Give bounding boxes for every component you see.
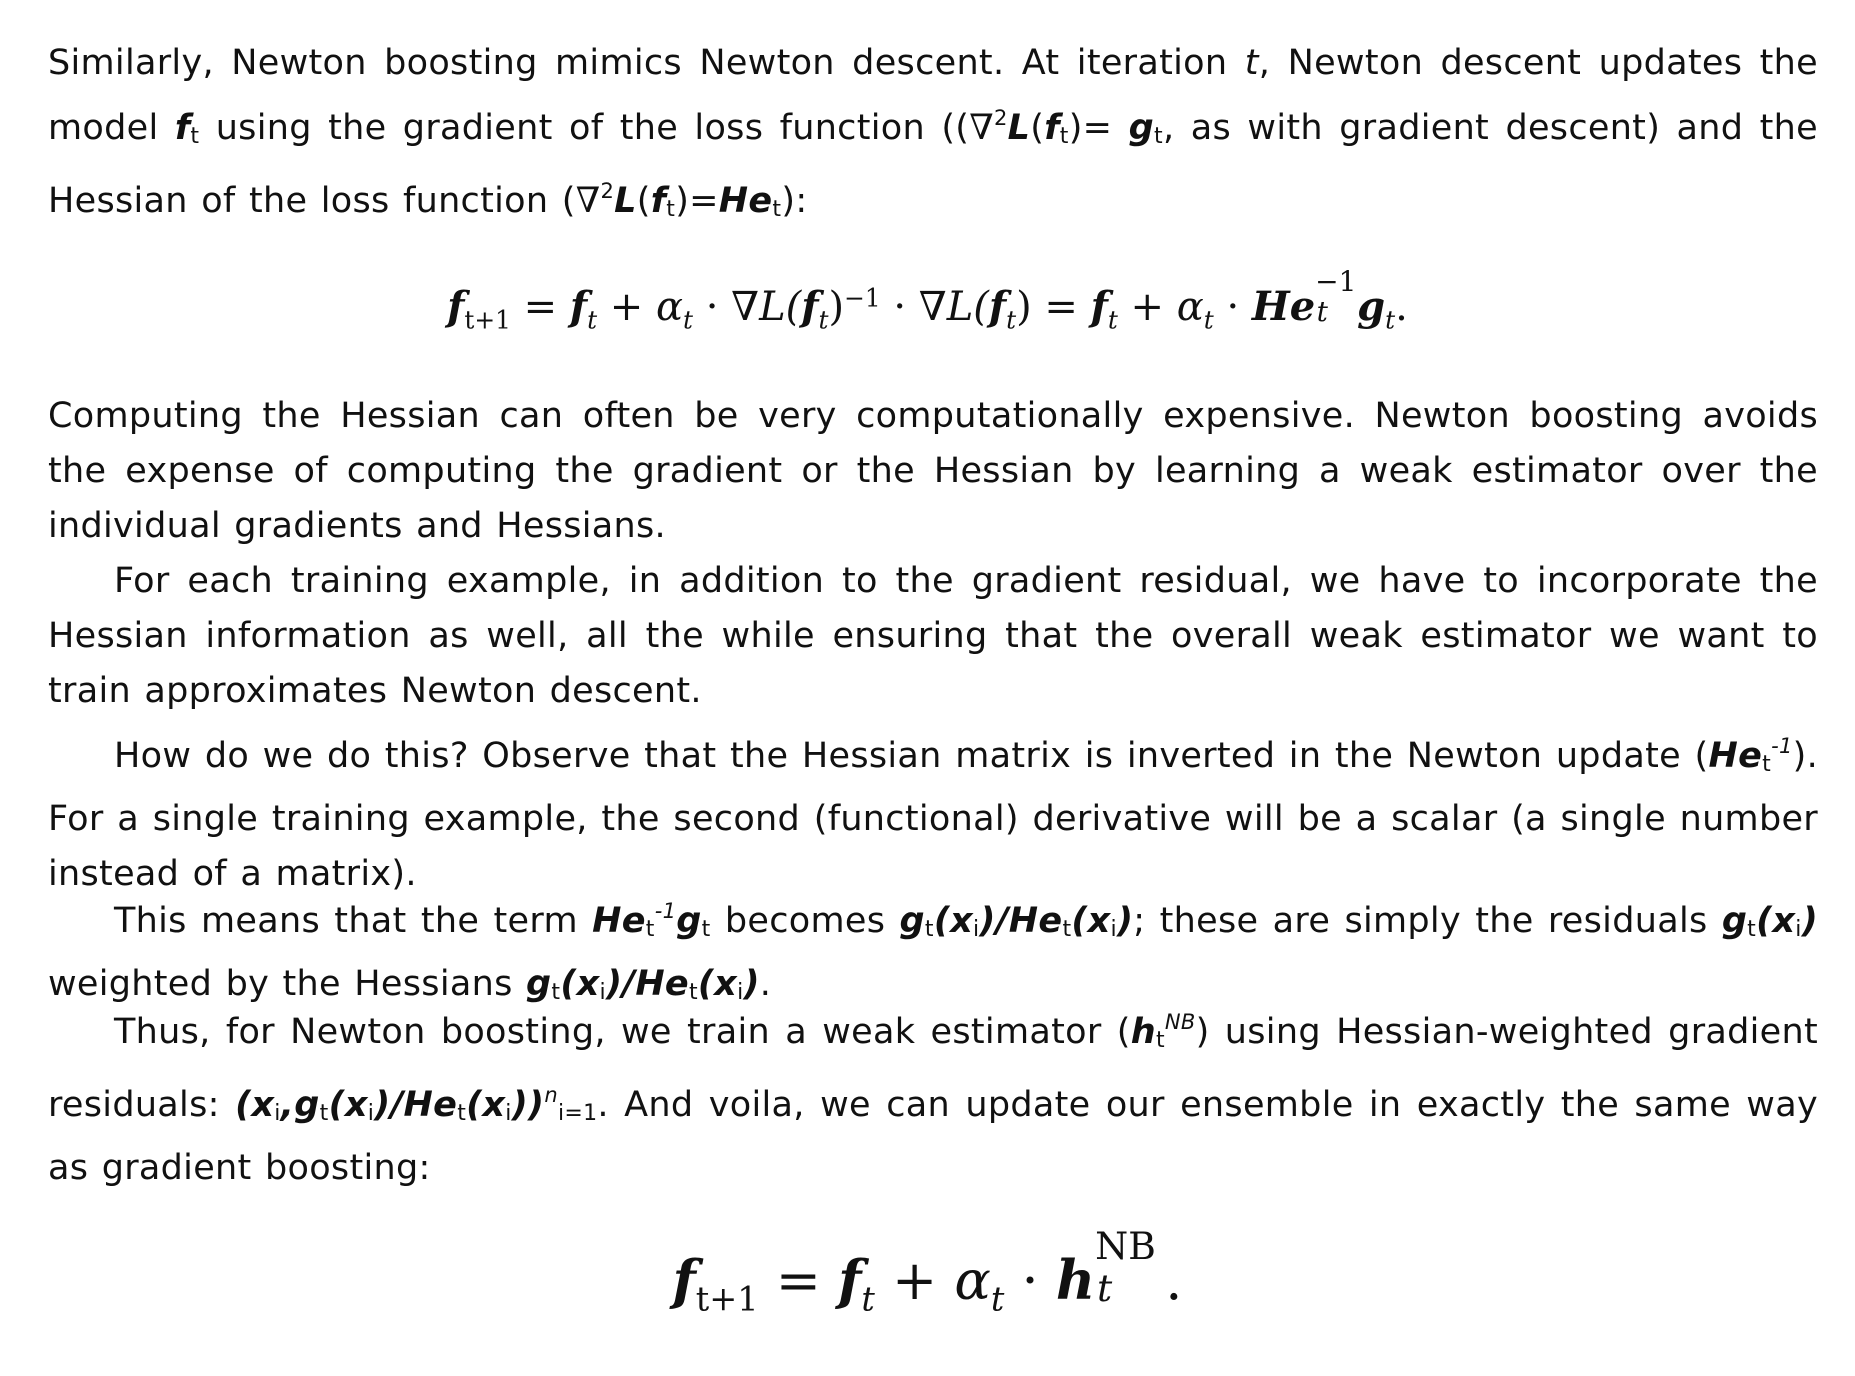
paragraph-inverted-hessian: How do we do this? Observe that the Hessian matrix is inverted in the Newton update (Het$^{-1}$). For a single training example, the second (functional) derivative will be a scalar (a single number instead of a matrix). (48, 734, 1818, 894)
paragraph-newton-intro: Similarly, Newton boosting mimics Newton descent. At iteration t, Newton descent updates the model ft using the gradient of the loss function ((∇$^2$L(ft)= gt, as with gradient descent) and the Hessian of the loss function (∇$^2$L(ft)=Het): (48, 43, 1818, 222)
paragraph-training-example: For each training example, in addition to the gradient residual, we have to incorporate the Hessian information as well, all the while ensuring that the overall weak estimator we want to train approximates Newton descent. (48, 561, 1818, 711)
equation-newton-descent: $f_{t+1} = f_t + \alpha_t \cdot \nabla L(f_t)^{-1} \cdot \nabla L(f_t) = f_t + \alpha_t \cdot He$ −1 t $g_t$. (447, 264, 1408, 335)
paragraph-weighted-residuals: This means that the term Het$^{-1}$gt becomes gt(xi)/Het(xi); these are simply the residuals gt(xi) weighted by the Hessians gt(xi)/Het(xi). (48, 899, 1818, 1005)
paragraph-hessian-expense: Computing the Hessian can often be very computationally expensive. Newton boosting avoids the expense of computing the gradient or the Hessian by learning a weak estimator over the individual gradients and Hessians. (48, 396, 1818, 546)
paragraph-newton-boosting-train: Thus, for Newton boosting, we train a weak estimator $(ht^{NB})$ using Hessian-weighted gradient residuals: $(xi,gt(xi)/Het(xi))^ni=1$. And voila, we can update our ensemble in exactly the same way as gradient boosting: (48, 1010, 1819, 1188)
equation-newton-boosting-update: $f_{t+1} = f_t + \alpha_t \cdot h$ NB t . (672, 1224, 1183, 1319)
